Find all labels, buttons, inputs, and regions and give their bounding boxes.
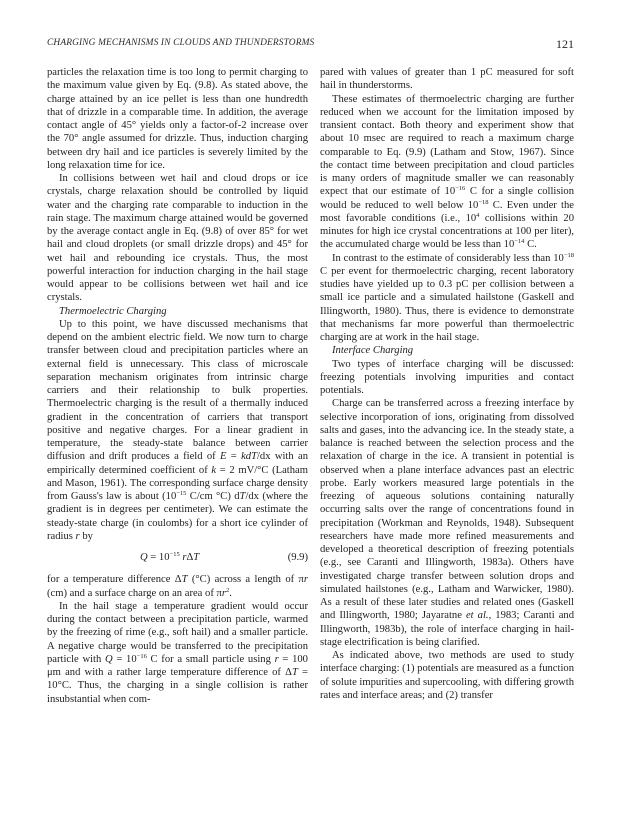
paragraph: Charge can be transferred across a freezing interface by selective incorporation of ions, originating from dissolved salts and gases, into the advancing ice. In the steady state, a balance is reached between the selection process and the relaxation of charge in the ice. A transient in potential is observed when a plane interface advances past an electric probe. Early workers measured large potentials in the freezing of aqueous solutions containing naturally occurring salts over the range of concentrations found in precipitation (Workman and Reynolds, 1948). Subsequent researchers have made more refined measurements and developed a theoretical description of freezing potentials (e.g., see Caranti and Illingworth, 1983a). Others have investigated charge transfer between solution drops and simulated hailstones (e.g., Latham and Warwicker, 1980). As a result of these later studies and related ones (Gaskell and Illingworth, 1980; Jayaratne et al., 1983; Caranti and Illingworth, 1983b), the role of interface charging in hail-stage electrification is being clarified. [320, 398, 574, 648]
equation-9-9 [47, 551, 308, 564]
paragraph: These estimates of thermoelectric charging are further reduced when we account for the limitation imposed by transient contact. Both theory and experiment show that about 10 msec are required to reach a maximum charge comparable to Eq. (9.9) (Latham and Stow, 1967). Since the contact time between precipitation and cloud particles is many orders of magnitude smaller we can reasonably expect that our estimate of $10^{-16}$ C for a single collision would be reduced to well below $10^{-18}$ C. Even under the most favorable conditions (i.e., $10^4$ collisions within 20 minutes for high ice crystal concentrations at 100 per liter), the accumulated charge would be less than $10^{-14}$ C. [320, 93, 574, 251]
equation-body: $Q = 10^{-15}$ rΔT [140, 551, 200, 563]
paragraph: In the hail stage a temperature gradient would occur during the contact between a precipitation particle, warmed by the freezing of rime (e.g., soft hail) and a smaller particle. A negative charge would be transferred to the precipitation particle with $Q = 10^{-16}$ C for a small particle using r = 100 μm and with a rather large temperature difference of ΔT = 10°C. Thus, the charging in a single collision is rather insubstantial when com- [47, 600, 308, 705]
paragraph: As indicated above, two methods are used to study interface charging: (1) potentials are measured as a function of solute impurities and supercooling, with differing growth rates and interface areas; and (2) transfer [320, 650, 575, 701]
paragraph: Up to this point, we have discussed mechanisms that depend on the ambient electric field. We now turn to charge transfer between cloud and precipitation particles where an external field is unnecessary. This class of microscale separation mechanism originates from intrinsic charge carriers and their relationship to bulk properties. Thermoelectric charging is the result of a thermally induced gradient in the concentration of carriers that transport positive and negative charges. For a linear gradient in temperature, the steady-state balance between carrier diffusion and drift produces a field of E = kdT/dx with an empirically determined coefficient of k = 2 mV/°C (Latham and Mason, 1961). The corresponding surface charge density from Gauss's law is about ($10^{-15}$ C/cm °C) dT/dx (where the gradient is in degrees per centimeter). We can estimate the steady-state charge (in coulombs) for a short ice cylinder of radius r by [47, 318, 309, 542]
section-heading-interface-charging: Interface Charging [332, 345, 414, 357]
paragraph: pared with values of greater than 1 pC measured for soft hail in thunderstorms. [320, 67, 574, 92]
page-number: 121 [556, 37, 574, 51]
paragraph: Two types of interface charging will be discussed: freezing potentials involving impurities and contact potentials. [320, 358, 574, 396]
section-heading-thermoelectric-charging: Thermoelectric Charging [59, 305, 167, 317]
running-title: CHARGING MECHANISMS IN CLOUDS AND THUNDERSTORMS [47, 38, 315, 48]
equation-number: (9.9) [287, 552, 308, 563]
paragraph: In collisions between wet hail and cloud drops or ice crystals, charge relaxation should be controlled by liquid water and the charging rate comparable to induction in the rain stage. The maximum charge attained would be governed by the average contact angle in Eq. (9.8) of over 85° for wet hail and cloud droplets (or small drizzle drops) and 45° for wet hail and rebounding ice crystals. Thus, the most powerful interaction for induction charging in the hail stage would appear to be collisions between wet hail and ice crystals. [47, 173, 308, 304]
right-column [320, 66, 574, 702]
paragraph: In contrast to the estimate of considerably less than $10^{-18}$ C per event for thermoelectric charging, recent laboratory studies have yielded up to 0.3 pC per collision between a small ice particle and a simulated hailstone (Gaskell and Illingworth, 1980). Thus, there is evidence to demonstrate that mechanisms far more powerful than thermoelectric charging are at work in the hail stage. [320, 251, 574, 343]
left-column [47, 66, 308, 706]
paragraph: for a temperature difference ΔT (°C) across a length of πr (cm) and a surface charge on an area of $\pi r^2$. [47, 574, 308, 599]
paragraph: particles the relaxation time is too long to permit charging to the maximum value given by Eq. (9.8). As stated above, the charge attained by an ice pellet is less than one hundredth that of drizzle in a comparable time. In addition, the average contact angle of 45° yields only a factor-of-2 increase over the 70° angle assumed for drizzle. Thus, induction charging between dry hail and ice particles is severely limited by the long relaxation time for ice. [47, 67, 308, 171]
running-head [47, 38, 574, 52]
